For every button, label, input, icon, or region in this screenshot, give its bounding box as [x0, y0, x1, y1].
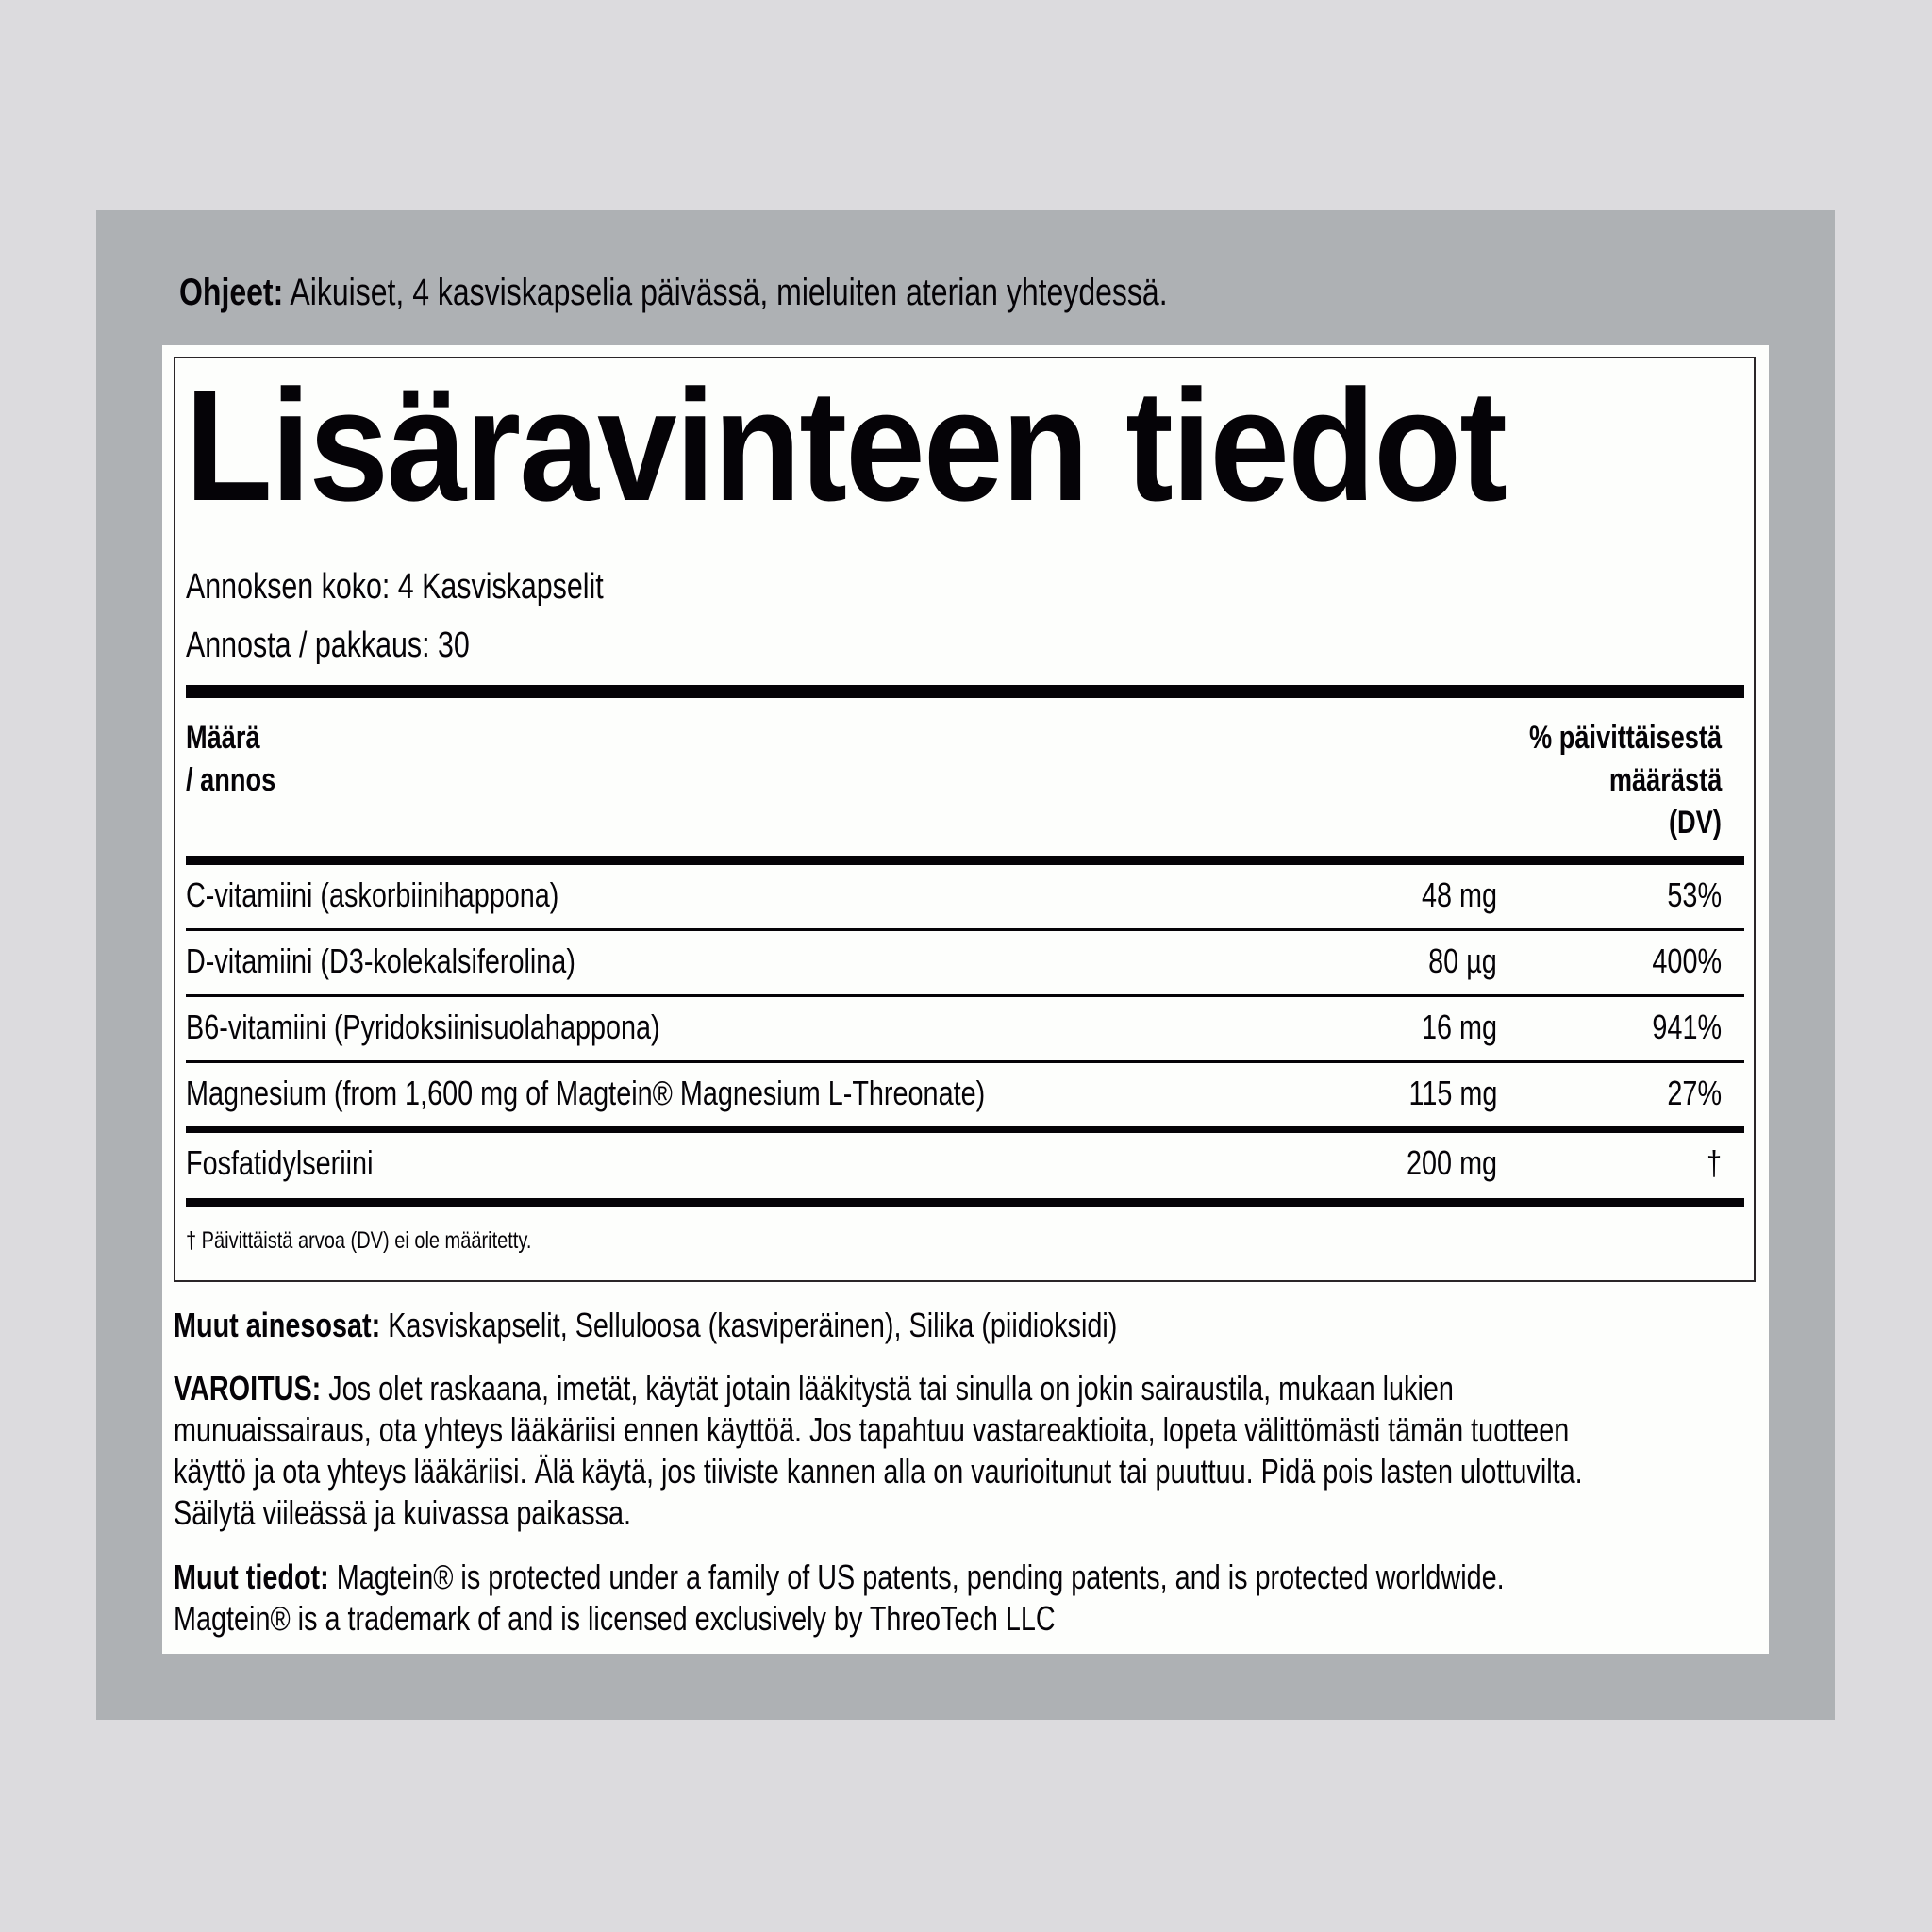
directions-label: Ohjeet:	[179, 272, 284, 313]
table-row-amount	[1411, 941, 1497, 980]
thick-divider-top	[186, 685, 1744, 698]
warning-line-1	[174, 1368, 1774, 1409]
warning-text: Säilytä viileässä ja kuivassa paikassa.	[174, 1493, 632, 1532]
thick-divider-mid	[186, 1126, 1744, 1133]
servings-per-container-text: Annosta / pakkaus: 30	[186, 625, 470, 665]
table-row-name	[186, 875, 652, 914]
other-info-text: Magtein® is protected under a family of US patents, pending patents, and is protected worldwide.	[328, 1557, 1505, 1596]
nutrient-amount: 115 mg	[1408, 1074, 1497, 1112]
nutrient-amount: 16 mg	[1421, 1008, 1497, 1046]
table-row-dv	[1635, 941, 1722, 980]
table-row-name	[186, 941, 673, 980]
nutrient-name: B6-vitamiini (Pyridoksiinisuolahappona)	[186, 1008, 660, 1046]
header-amount-text-1: Määrä	[186, 720, 260, 756]
thick-divider-header	[186, 856, 1744, 865]
table-row-amount	[1387, 1076, 1497, 1110]
header-amount-line2	[186, 764, 298, 796]
other-ingredients	[174, 1305, 1353, 1346]
row-divider	[186, 1060, 1744, 1063]
table-row-dv	[1635, 1010, 1722, 1044]
thick-divider-bottom	[186, 1198, 1744, 1207]
warning-label: VAROITUS:	[174, 1369, 322, 1407]
directions-text: Aikuiset, 4 kasviskapselia päivässä, mieluiten aterian yhteydessä.	[283, 272, 1168, 313]
table-row-name	[186, 1076, 1185, 1110]
serving-size-text: Annoksen koko: 4 Kasviskapselit	[186, 567, 604, 607]
header-amount-line1	[186, 722, 278, 754]
other-ingredients-text: Kasviskapselit, Selluloosa (kasviperäinen), Silika (piidioksidi)	[380, 1306, 1118, 1344]
nutrient-amount: 48 mg	[1421, 875, 1497, 914]
table-row-amount	[1403, 1010, 1497, 1044]
table-row-name	[186, 1010, 778, 1044]
table-row-dv	[1654, 1076, 1722, 1110]
nutrient-name: Magnesium (from 1,600 mg of Magtein® Magnesium L-Threonate)	[186, 1074, 986, 1112]
warning-text: munuaissairaus, ota yhteys lääkäriisi ennen käyttöä. Jos tapahtuu vastareaktioita, lopeta välittömästi tämän tuotteen	[174, 1410, 1570, 1449]
header-dv-text-1: % päivittäisestä	[1528, 720, 1722, 756]
facts-title	[185, 357, 1644, 534]
other-info-line-2	[174, 1598, 1275, 1640]
serving-size	[186, 569, 708, 605]
dv-footnote-text: † Päivittäistä arvoa (DV) ei ole määritetty.	[186, 1227, 532, 1254]
nutrient-name: D-vitamiini (D3-kolekalsiferolina)	[186, 941, 575, 980]
nutrient-dv: 27%	[1667, 1074, 1722, 1112]
nutrient-dv: 941%	[1652, 1008, 1722, 1046]
nutrient-amount: 80 µg	[1428, 941, 1497, 980]
directions	[179, 274, 1415, 311]
table-row-name	[186, 1143, 420, 1182]
header-dv-text-3: (DV)	[1669, 805, 1722, 841]
row-divider	[186, 928, 1744, 931]
nutrient-dv: 400%	[1652, 941, 1722, 980]
table-row-dv	[1703, 1143, 1722, 1182]
dv-footnote	[186, 1229, 618, 1253]
warning-text: käyttö ja ota yhteys lääkäriisi. Älä käytä, jos tiiviste kannen alla on vaurioitunut tai puuttuu. Pidä pois lasten ulottuvilta.	[174, 1452, 1583, 1491]
nutrient-name: Fosfatidylseriini	[186, 1143, 374, 1182]
facts-title-text: Lisäravinteen tiedot	[185, 357, 1507, 534]
table-row-amount	[1384, 1143, 1497, 1182]
warning-line-4	[174, 1492, 745, 1534]
warning-text: Jos olet raskaana, imetät, käytät jotain lääkitystä tai sinulla on jokin sairaustila, mukaan lukien	[321, 1369, 1454, 1407]
servings-per-container	[186, 627, 541, 663]
header-amount-text-2: / annos	[186, 762, 276, 798]
nutrient-name: C-vitamiini (askorbiinihappona)	[186, 875, 559, 914]
table-row-amount	[1403, 875, 1497, 914]
nutrient-amount: 200 mg	[1406, 1143, 1497, 1182]
dagger-symbol: †	[1706, 1143, 1722, 1182]
warning-line-2	[174, 1409, 1918, 1451]
other-info-label: Muut tiedot:	[174, 1557, 329, 1596]
header-dv-line2	[1581, 764, 1722, 796]
header-dv-line1	[1481, 722, 1722, 754]
other-ingredients-label: Muut ainesosat:	[174, 1306, 381, 1344]
table-row-dv	[1654, 875, 1722, 914]
nutrient-dv: 53%	[1667, 875, 1722, 914]
header-dv-line3	[1656, 807, 1722, 839]
other-info-line-1	[174, 1557, 1837, 1598]
other-info-text: Magtein® is a trademark of and is licensed exclusively by ThreoTech LLC	[174, 1599, 1056, 1638]
row-divider	[186, 994, 1744, 997]
header-dv-text-2: määrästä	[1608, 762, 1722, 798]
warning-line-3	[174, 1451, 1932, 1492]
